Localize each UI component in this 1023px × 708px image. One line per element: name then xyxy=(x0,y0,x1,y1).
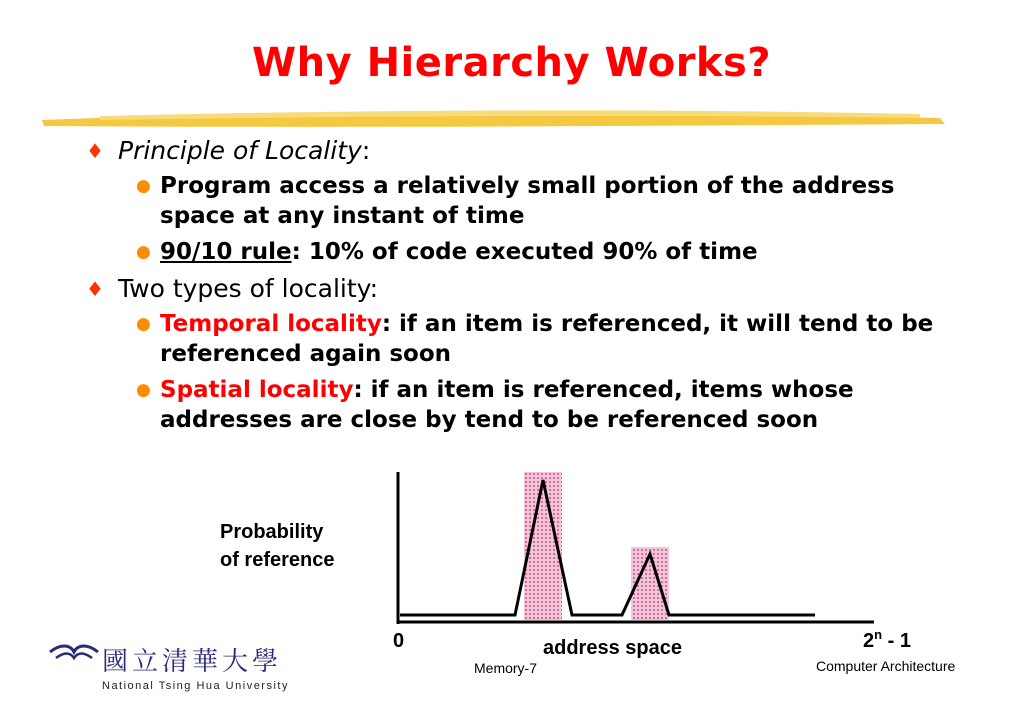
course-name: Computer Architecture xyxy=(816,658,956,674)
spatial-text: : if an item is referenced, items whose addresses are close by tend to be referenced soon xyxy=(160,377,854,433)
rule-term: 90/10 rule xyxy=(160,239,292,265)
temporal-text: : if an item is referenced, it will tend to be referenced again soon xyxy=(160,311,934,367)
dot-bullet-icon: ● xyxy=(136,242,151,262)
slide-number: Memory-7 xyxy=(474,660,538,676)
university-name-english: National Tsing Hua University xyxy=(102,680,289,692)
diamond-bullet-icon: ♦ xyxy=(86,139,104,163)
dot-bullet-icon: ● xyxy=(136,380,151,400)
diamond-bullet-icon: ♦ xyxy=(86,277,104,301)
dot-bullet-icon: ● xyxy=(136,176,151,196)
university-name-chinese: 國立清華大學 xyxy=(102,647,283,677)
principle-label: Principle of Locality xyxy=(118,136,362,165)
principle-colon: : xyxy=(361,136,371,165)
university-logo-icon xyxy=(48,640,100,666)
rule-text: : 10% of code executed 90% of time xyxy=(291,239,758,265)
slide-title: Why Hierarchy Works? xyxy=(251,40,772,86)
y-axis-label-line2: of reference xyxy=(220,549,335,571)
temporal-term: Temporal locality xyxy=(160,311,382,337)
x-axis-label: address space xyxy=(543,637,682,659)
program-access-text: Program access a relatively small portion of the address space at any instant of time xyxy=(160,173,895,229)
reference-curve xyxy=(400,480,815,615)
x-end-label: 2$^n$ - 1 xyxy=(863,627,911,652)
x-start-label: 0 xyxy=(393,630,405,652)
spatial-term: Spatial locality xyxy=(160,377,354,403)
two-types-label: Two types of locality: xyxy=(118,274,379,303)
dot-bullet-icon: ● xyxy=(136,314,151,334)
y-axis-label-line1: Probability xyxy=(220,521,324,543)
